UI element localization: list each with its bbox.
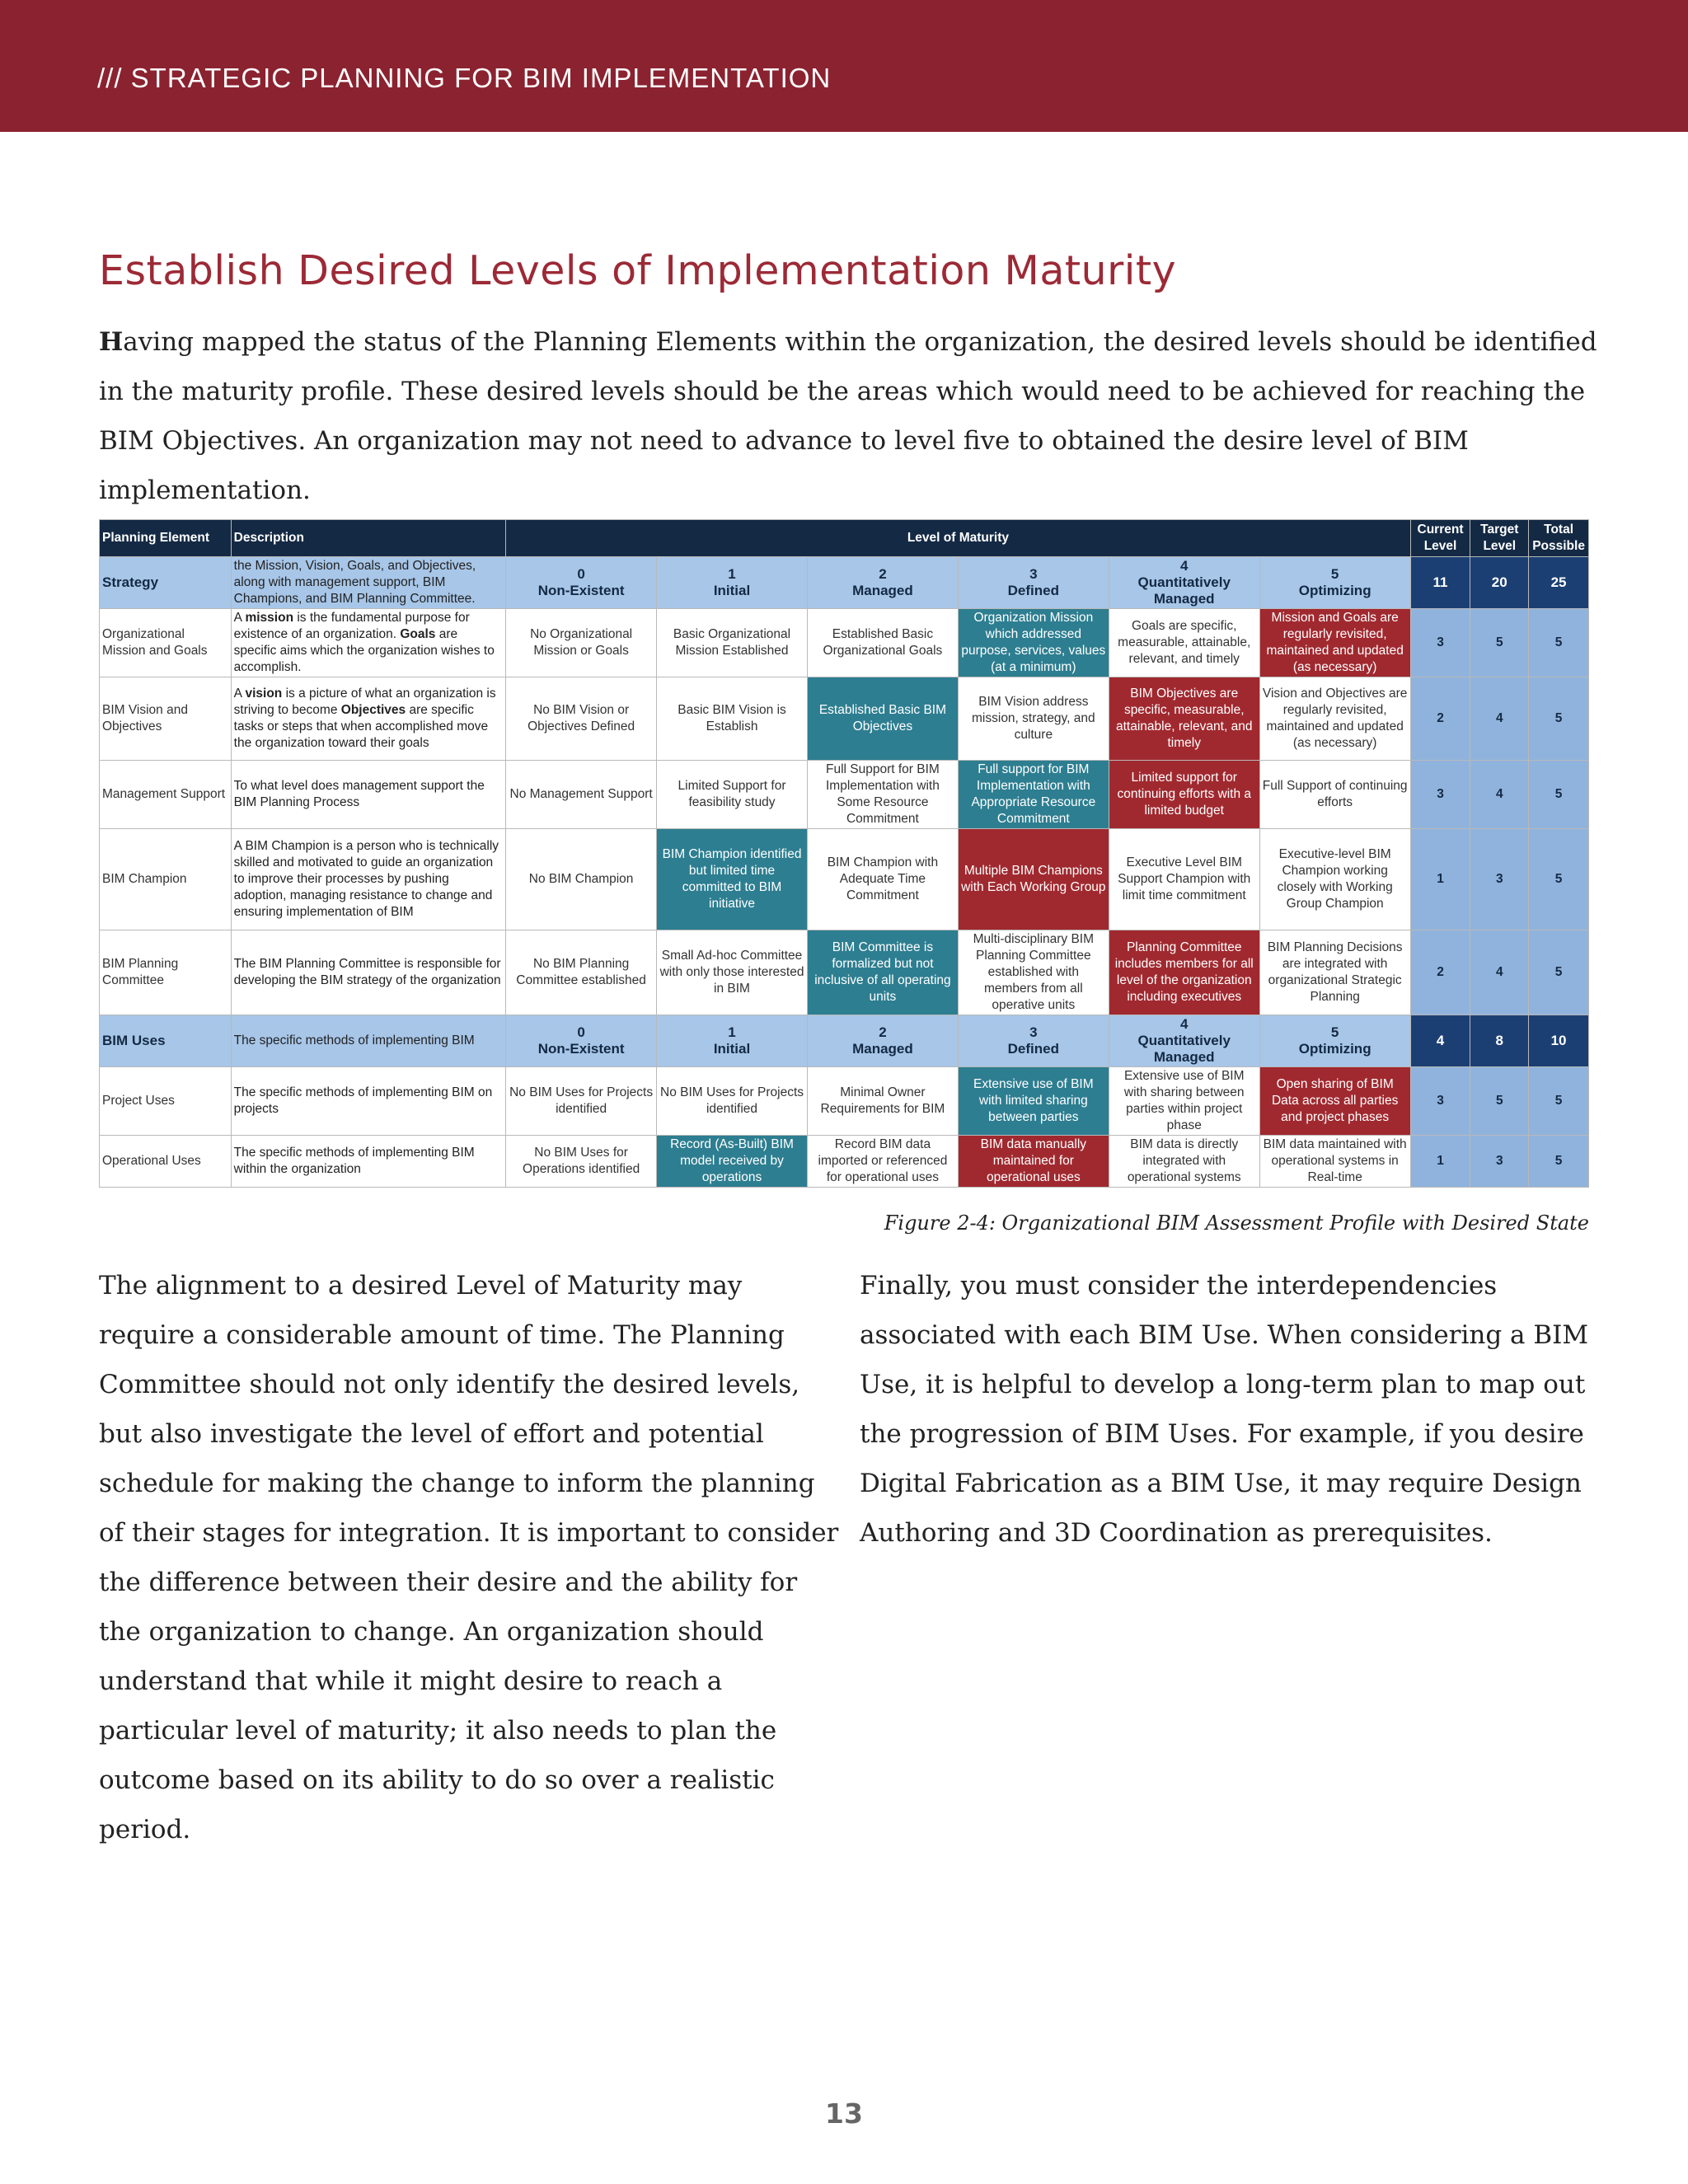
figure-caption: Figure 2-4: Organizational BIM Assessment Profile with Desired State [884,1212,1589,1235]
table-row-bim-champion [100,829,1589,930]
description: A BIM Champion is a person who is technically skilled and motivated to guide an organization to improve their processes by pushing adoption, managing resistance to change and ensuring implementation of BIM [231,829,505,930]
total-possible: 25 [1529,557,1589,609]
current-level: 4 [1410,1015,1470,1067]
current-level: 3 [1410,761,1470,829]
level-cell: Limited Support for feasibility study [657,761,808,829]
level-cell: Established Basic Organizational Goals [807,609,958,677]
maturity-table-figure [99,519,1589,1188]
current-level: 11 [1410,557,1470,609]
level-4-header: 4 Quantitatively Managed [1109,557,1259,609]
target-level: 4 [1470,677,1529,761]
header-target-level: Target Level [1470,520,1529,557]
level-cell: BIM data maintained with operational systems in Real-time [1259,1136,1410,1188]
planning-element: Strategy [100,557,232,609]
description: The BIM Planning Committee is responsible for developing the BIM strategy of the organization [231,930,505,1015]
level-cell: BIM Vision address mission, strategy, and culture [958,677,1109,761]
header-total-possible: Total Possible [1529,520,1589,557]
planning-element: Management Support [100,761,232,829]
total-possible: 10 [1529,1015,1589,1067]
target-level: 4 [1470,930,1529,1015]
target-level: 5 [1470,609,1529,677]
target-level: 3 [1470,1136,1529,1188]
total-possible: 5 [1529,609,1589,677]
table-row-vision [100,677,1589,761]
level-cell: BIM data is directly integrated with operational systems [1109,1136,1259,1188]
level-cell-current: BIM Committee is formalized but not inclusive of all operating units [807,930,958,1015]
level-cell: Full Support for BIM Implementation with Some Resource Commitment [807,761,958,829]
level-cell: No Organizational Mission or Goals [506,609,657,677]
current-level: 3 [1410,1067,1470,1136]
table-row-bim-uses [100,1015,1589,1067]
level-cell: No BIM Uses for Projects identified [506,1067,657,1136]
total-possible: 5 [1529,1067,1589,1136]
current-level: 2 [1410,677,1470,761]
level-cell: Basic BIM Vision is Establish [657,677,808,761]
level-cell: Small Ad-hoc Committee with only those interested in BIM [657,930,808,1015]
planning-element: BIM Planning Committee [100,930,232,1015]
page-title: Establish Desired Levels of Implementation Maturity [99,247,1177,294]
level-0-header: 0 Non-Existent [506,557,657,609]
intro-paragraph [99,317,1599,515]
level-5-header: 5 Optimizing [1259,1015,1410,1067]
level-4-header: 4 Quantitatively Managed [1109,1015,1259,1067]
planning-element: Operational Uses [100,1136,232,1188]
level-cell: BIM Planning Decisions are integrated with organizational Strategic Planning [1259,930,1410,1015]
maturity-table [99,519,1589,1188]
table-header-row [100,520,1589,557]
level-0-header: 0 Non-Existent [506,1015,657,1067]
level-cell-target: Open sharing of BIM Data across all parties and project phases [1259,1067,1410,1136]
table-row-operational-uses [100,1136,1589,1188]
level-cell-current: Full support for BIM Implementation with Appropriate Resource Commitment [958,761,1109,829]
level-cell-target: BIM data manually maintained for operational uses [958,1136,1109,1188]
level-cell-current: Record (As-Built) BIM model received by operations [657,1136,808,1188]
body-paragraph-right: Finally, you must consider the interdependencies associated with each BIM Use. When considering a BIM Use, it is helpful to develop a long-term plan to map out the progression of BIM Uses. For example, if you desire Digital Fabrication as a BIM Use, it may require Design Authoring and 3D Coordination as prerequisites. [860,1271,1589,1548]
body-paragraph-left: The alignment to a desired Level of Maturity may require a considerable amount of time. The Planning Committee should not only identify the desired levels, but also investigate the level of effort and potential schedule for making the change to inform the planning of their stages for integration. It is important to consider the difference between their desire and the ability for the organization to change. An organization should understand that while it might desire to reach a particular level of maturity; it also needs to plan the outcome based on its ability to do so over a realistic period. [99,1271,839,1844]
level-cell-target: Multiple BIM Champions with Each Working Group [958,829,1109,930]
description: The specific methods of implementing BIM within the organization [231,1136,505,1188]
current-level: 2 [1410,930,1470,1015]
level-cell: Extensive use of BIM with sharing between parties within project phase [1109,1067,1259,1136]
level-cell-target: Planning Committee includes members for all level of the organization including executives [1109,930,1259,1015]
level-3-header: 3 Defined [958,1015,1109,1067]
level-5-header: 5 Optimizing [1259,557,1410,609]
planning-element: BIM Champion [100,829,232,930]
target-level: 5 [1470,1067,1529,1136]
description: The specific methods of implementing BIM on projects [231,1067,505,1136]
table-row-planning-committee [100,930,1589,1015]
current-level: 3 [1410,609,1470,677]
level-cell-target: Limited support for continuing efforts with a limited budget [1109,761,1259,829]
level-cell: No Management Support [506,761,657,829]
level-cell: Minimal Owner Requirements for BIM [807,1067,958,1136]
level-cell: Full Support of continuing efforts [1259,761,1410,829]
target-level: 8 [1470,1015,1529,1067]
level-2-header: 2 Managed [807,557,958,609]
level-1-header: 1 Initial [657,557,808,609]
level-3-header: 3 Defined [958,557,1109,609]
level-cell: No BIM Uses for Projects identified [657,1067,808,1136]
table-row-org-mission [100,609,1589,677]
header-band [0,0,1688,132]
total-possible: 5 [1529,930,1589,1015]
page-number: 13 [825,2097,863,2130]
level-cell: Vision and Objectives are regularly revisited, maintained and updated (as necessary) [1259,677,1410,761]
level-cell: BIM Champion with Adequate Time Commitment [807,829,958,930]
level-cell: Basic Organizational Mission Established [657,609,808,677]
total-possible: 5 [1529,829,1589,930]
planning-element: BIM Vision and Objectives [100,677,232,761]
header-current-level: Current Level [1410,520,1470,557]
planning-element: Project Uses [100,1067,232,1136]
header-description: Description [231,520,505,557]
level-cell: Record BIM data imported or referenced for operational uses [807,1136,958,1188]
total-possible: 5 [1529,677,1589,761]
planning-element: BIM Uses [100,1015,232,1067]
header-text: /// STRATEGIC PLANNING FOR BIM IMPLEMENTATION [97,63,832,93]
intro-dropcap: H [99,327,124,357]
description: A mission is the fundamental purpose for existence of an organization. Goals are specific aims which the organization wishes to accomplish. [231,609,505,677]
planning-element: Organizational Mission and Goals [100,609,232,677]
level-cell: Goals are specific, measurable, attainable, relevant, and timely [1109,609,1259,677]
total-possible: 5 [1529,761,1589,829]
current-level: 1 [1410,829,1470,930]
header-level-of-maturity: Level of Maturity [506,520,1410,557]
level-cell-current: BIM Champion identified but limited time committed to BIM initiative [657,829,808,930]
level-cell-target: Mission and Goals are regularly revisited, maintained and updated (as necessary) [1259,609,1410,677]
level-cell: No BIM Uses for Operations identified [506,1136,657,1188]
target-level: 4 [1470,761,1529,829]
intro-text: aving mapped the status of the Planning Elements within the organization, the desired levels should be identified in the maturity profile. These desired levels should be the areas which would need to be achieved for reaching the BIM Objectives. An organization may not need to advance to level five to obtained the desire level of BIM implementation. [99,327,1597,505]
level-cell: No BIM Champion [506,829,657,930]
level-cell: No BIM Planning Committee established [506,930,657,1015]
table-row-project-uses [100,1067,1589,1136]
table-row-management-support [100,761,1589,829]
target-level: 20 [1470,557,1529,609]
level-cell-target: BIM Objectives are specific, measurable, attainable, relevant, and timely [1109,677,1259,761]
level-cell: Multi-disciplinary BIM Planning Committee established with members from all operative units [958,930,1109,1015]
level-cell-current: Established Basic BIM Objectives [807,677,958,761]
level-cell: No BIM Vision or Objectives Defined [506,677,657,761]
header-planning-element: Planning Element [100,520,232,557]
level-2-header: 2 Managed [807,1015,958,1067]
level-cell-current: Extensive use of BIM with limited sharing between parties [958,1067,1109,1136]
level-1-header: 1 Initial [657,1015,808,1067]
description: To what level does management support the BIM Planning Process [231,761,505,829]
level-cell: Executive-level BIM Champion working closely with Working Group Champion [1259,829,1410,930]
description: The specific methods of implementing BIM [231,1015,505,1067]
description: the Mission, Vision, Goals, and Objectives, along with management support, BIM Champions, and BIM Planning Committee. [231,557,505,609]
total-possible: 5 [1529,1136,1589,1188]
target-level: 3 [1470,829,1529,930]
current-level: 1 [1410,1136,1470,1188]
description: A vision is a picture of what an organization is striving to become Objectives are specific tasks or steps that when accomplished move the organization toward their goals [231,677,505,761]
level-cell-current: Organization Mission which addressed purpose, services, values (at a minimum) [958,609,1109,677]
table-row-strategy [100,557,1589,609]
level-cell: Executive Level BIM Support Champion with limit time commitment [1109,829,1259,930]
